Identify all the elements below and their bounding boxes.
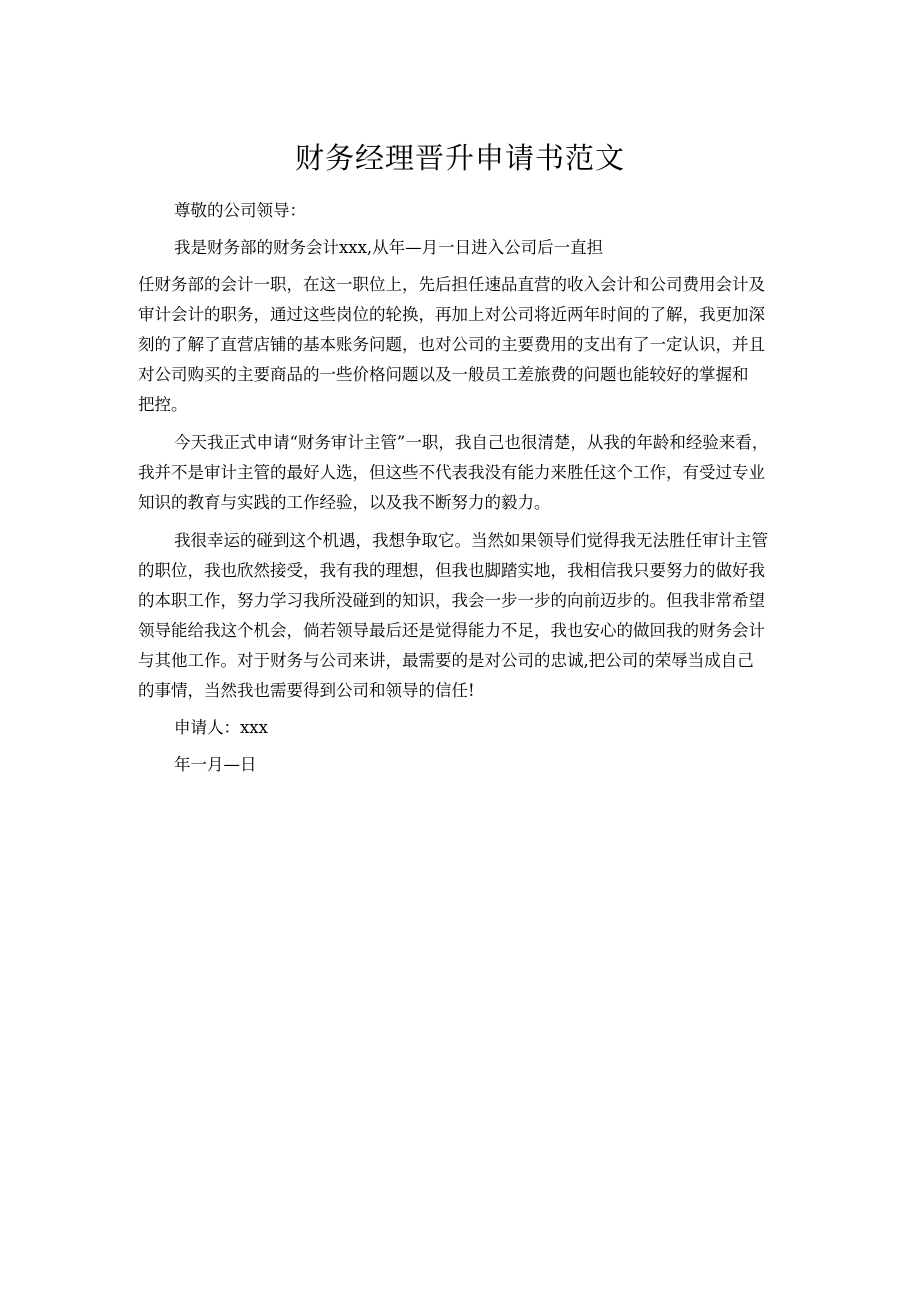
paragraph-1-line: 把控。 [138,395,188,414]
signature: 申请人：xxx [174,718,268,737]
paragraph-3-line: 与其他工作。对于财务与公司来讲，最需要的是对公司的忠诚,把公司的荣辱当成自己 [138,651,754,670]
paragraph-1-line: 任财务部的会计一职，在这一职位上，先后担任速品直营的收入会计和公司费用会计及 [138,275,765,294]
document-body [138,196,788,780]
date: 年一月—日 [174,755,257,774]
paragraph-1 [138,270,788,420]
paragraph-2-line: 知识的教育与实践的工作经验，以及我不断努力的毅力。 [138,493,551,512]
paragraph-2-line: 今天我正式申请“财务审计主管”一职，我自己也很清楚，从我的年龄和经验来看， [174,433,769,452]
paragraph-3-line: 领导能给我这个机会，倘若领导最后还是觉得能力不足，我也安心的做回我的财务会计 [138,621,765,640]
paragraph-1-line: 刻的了解了直营店铺的基本账务问题，也对公司的主要费用的支出有了一定认识，并且 [138,335,765,354]
paragraph-2-line: 我并不是审计主管的最好人选，但这些不代表我没有能力来胜任这个工作，有受过专业 [138,463,765,482]
paragraph-3-line: 的本职工作，努力学习我所没碰到的知识，我会一步一步的向前迈步的。但我非常希望 [138,591,765,610]
salutation: 尊敬的公司领导： [174,201,306,220]
paragraph-3 [138,526,788,706]
paragraph-3-line: 的事情，当然我也需要得到公司和领导的信任! [138,681,475,700]
paragraph-1-line: 审计会计的职务，通过这些岗位的轮换，再加上对公司将近两年时间的了解，我更加深 [138,305,765,324]
paragraph-2 [138,428,788,518]
paragraph-1-line: 对公司购买的主要商品的一些价格问题以及一般员工差旅费的问题也能较好的掌握和 [138,365,749,384]
paragraph-3-line: 的职位，我也欣然接受，我有我的理想，但我也脚踏实地，我相信我只要努力的做好我 [138,561,765,580]
document-title: 财务经理晋升申请书范文 [294,141,625,175]
intro-first-line: 我是财务部的财务会计xxx,从年—月一日进入公司后一直担 [174,238,604,257]
paragraph-3-line: 我很幸运的碰到这个机遇，我想争取它。当然如果领导们觉得我无法胜任审计主管 [174,531,768,550]
